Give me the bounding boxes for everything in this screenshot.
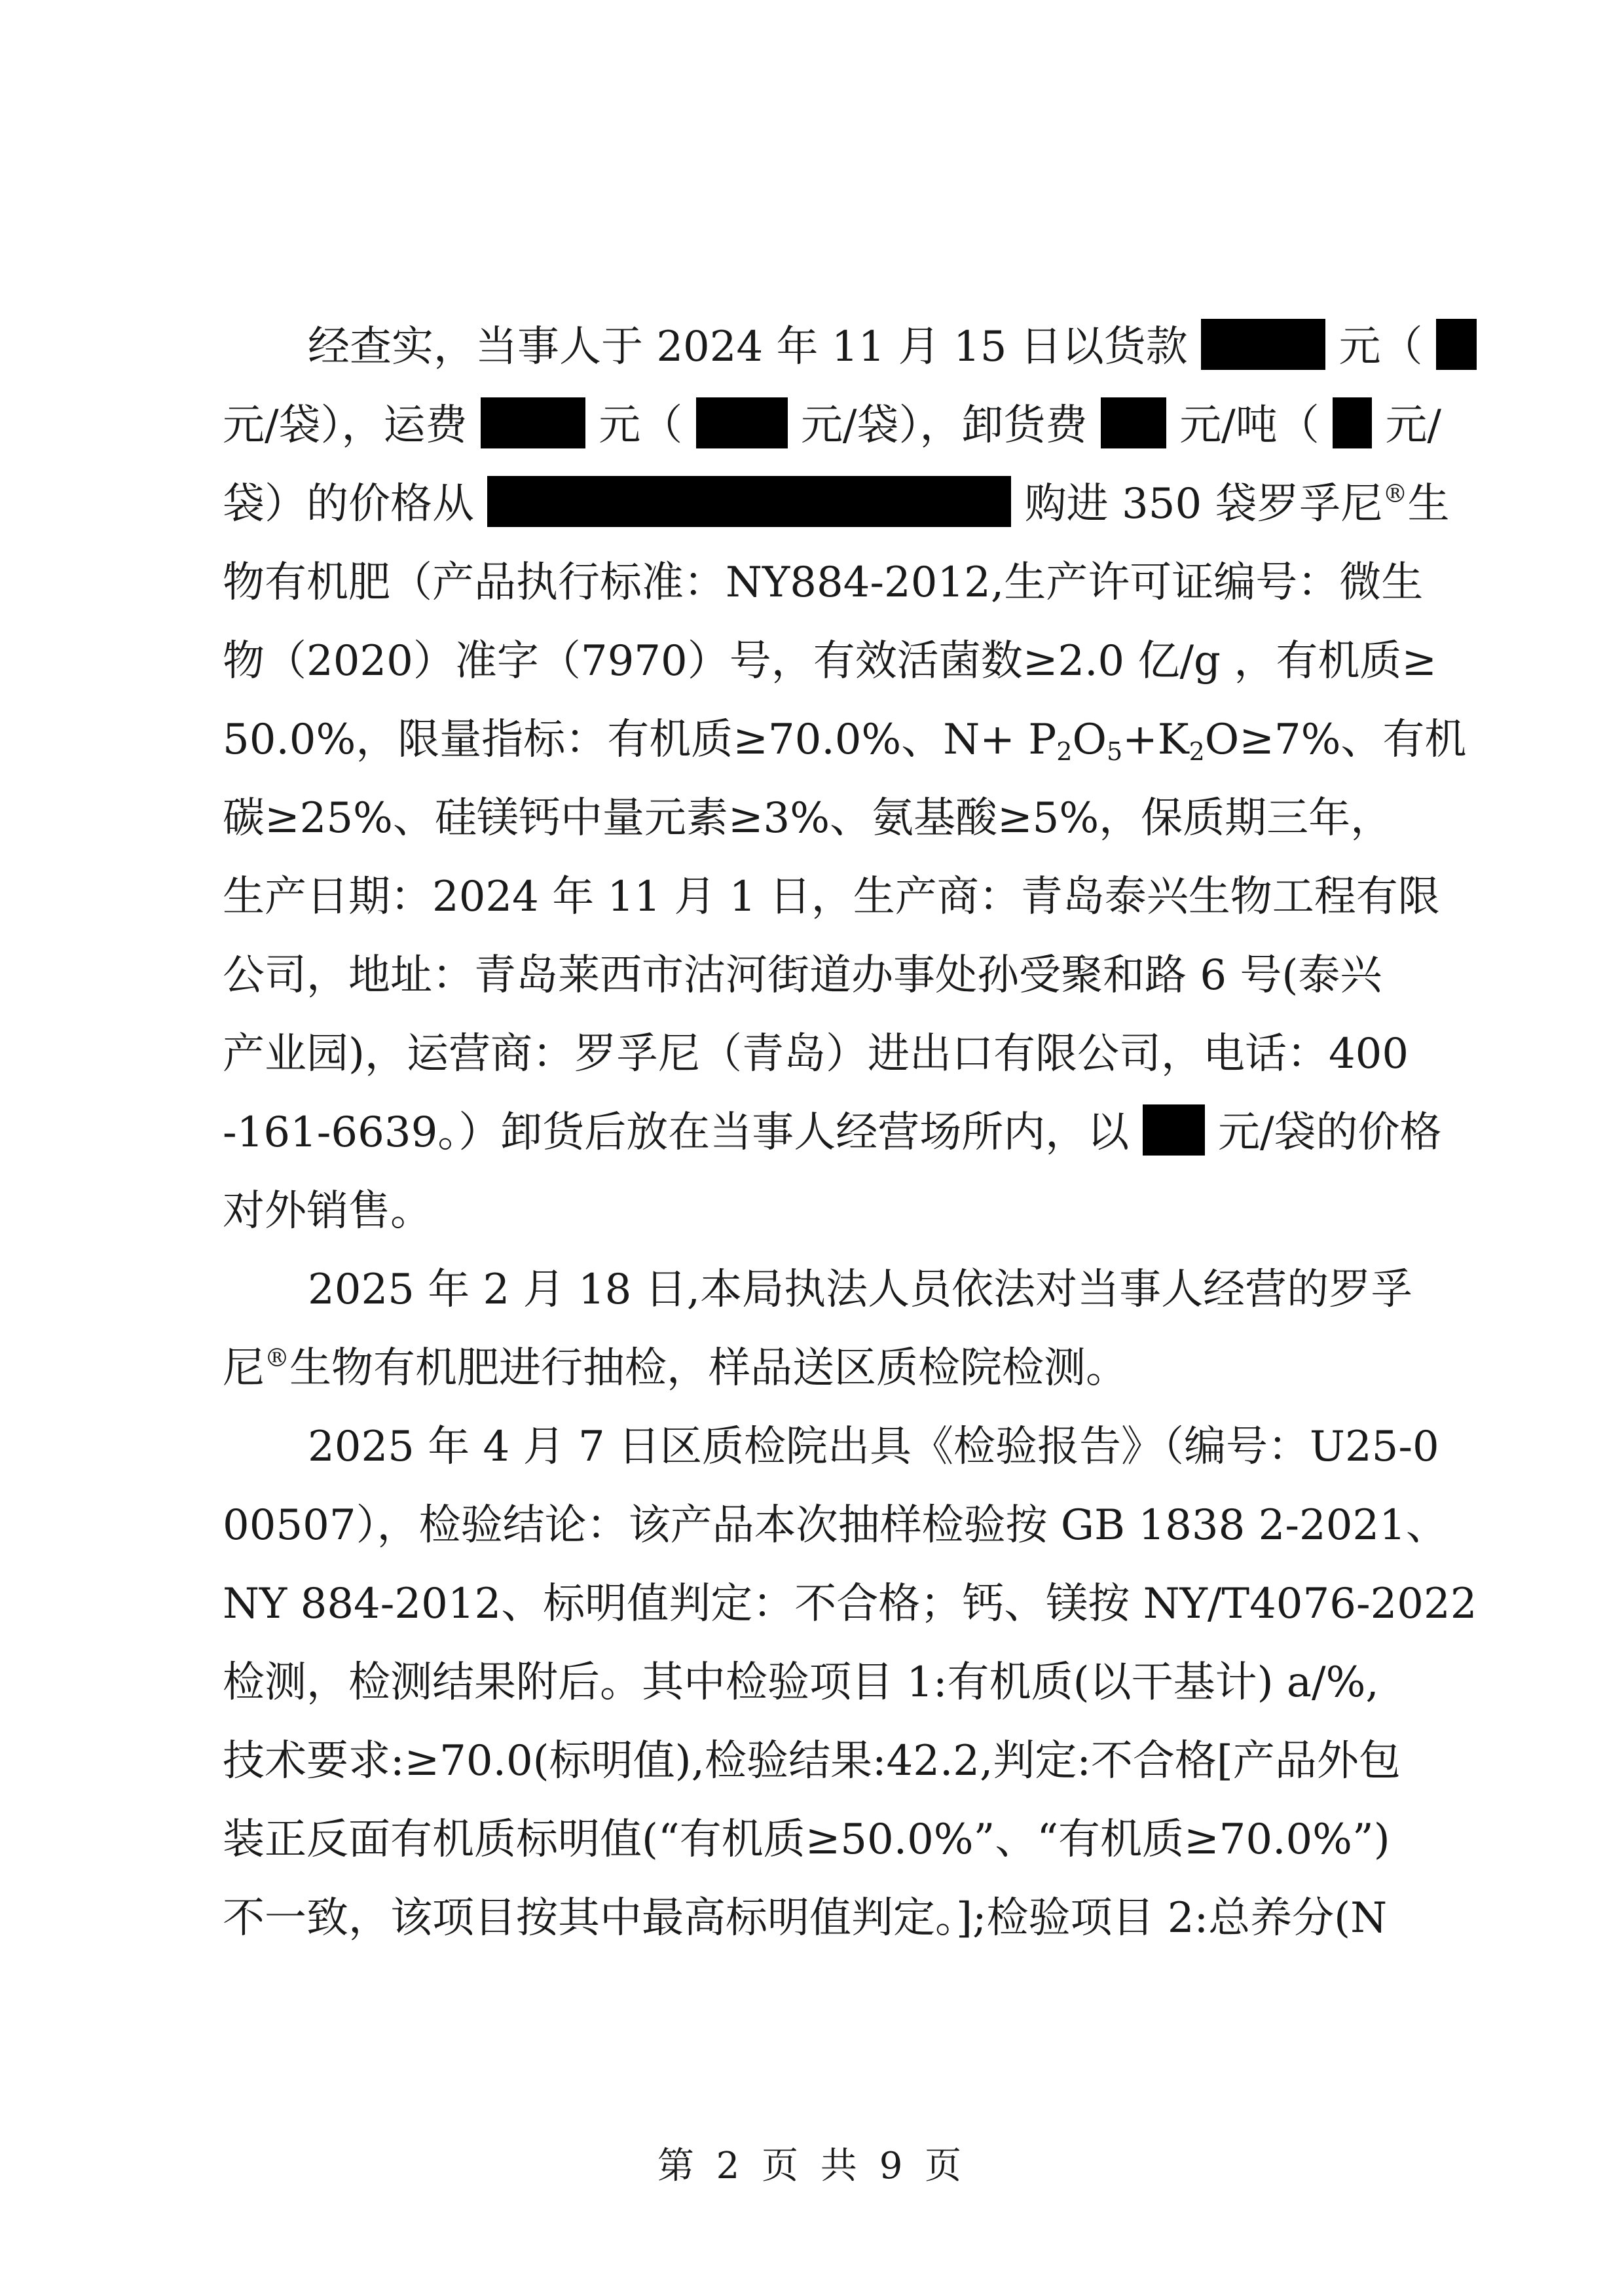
text-run: +K — [1122, 716, 1189, 764]
text-line — [223, 1800, 1421, 1879]
text-run: 公司，地址：青岛莱西市沽河街道办事处孙受聚和路 6 号(泰兴 — [223, 951, 1382, 1000]
redaction-block — [1436, 319, 1477, 370]
subscript: 5 — [1106, 737, 1123, 766]
text-run: 装正反面有机质标明值(“有机质≥50.0%”、“有机质≥70.0%”) — [223, 1815, 1390, 1864]
text-line — [223, 1486, 1448, 1565]
text-run: 产业园)，运营商：罗孚尼（青岛）进出口有限公司，电话：400 — [223, 1030, 1409, 1078]
redaction-block — [1101, 397, 1166, 448]
text-run: O — [1072, 716, 1107, 764]
text-run: 生产日期：2024 年 11 月 1 日，生产商：青岛泰兴生物工程有限 — [223, 873, 1440, 921]
text-line — [223, 1329, 1421, 1408]
text-run: 00507），检验结论：该产品本次抽样检验按 GB 1838 2-2021、 — [223, 1501, 1448, 1550]
registered-mark: ® — [1382, 479, 1408, 508]
text-run: 袋）的价格从 — [223, 480, 474, 528]
text-line — [223, 1722, 1421, 1800]
text-line — [223, 1565, 1477, 1643]
text-run: 购进 350 袋罗孚尼 — [1024, 480, 1383, 528]
redaction-block — [1201, 319, 1325, 370]
text-run: 物（2020）准字（7970）号，有效活菌数≥2.0 亿/g ，有机质≥ — [223, 637, 1437, 685]
registered-mark: ® — [265, 1343, 289, 1372]
text-run: O≥7%、有机 — [1204, 716, 1467, 764]
text-line — [223, 1250, 1421, 1329]
text-run: 技术要求:≥70.0(标明值),检验结果:42.2,判定:不合格[产品外包 — [223, 1737, 1401, 1785]
text-run: 元（ — [1338, 323, 1423, 371]
text-line — [223, 1643, 1421, 1722]
text-line — [223, 1015, 1421, 1093]
text-run: 生物有机肥进行抽检，样品送区质检院检测。 — [289, 1344, 1128, 1393]
text-line — [223, 1408, 1439, 1486]
text-line — [223, 308, 1421, 386]
redaction-block — [487, 476, 1011, 527]
text-run: 元/袋），运费 — [223, 401, 468, 450]
subscript: 2 — [1189, 737, 1205, 766]
text-run: 物有机肥（产品执行标准：NY884-2012,生产许可证编号：微生 — [223, 558, 1424, 607]
text-line — [223, 779, 1421, 858]
text-run: 元/ — [1385, 401, 1441, 450]
text-run: 元/袋），卸货费 — [800, 401, 1088, 450]
page-number-footer: 第 2 页 共 9 页 — [657, 2145, 967, 2187]
text-run: 元/袋的价格 — [1217, 1108, 1442, 1157]
text-run: 尼 — [223, 1344, 265, 1393]
text-line — [223, 465, 1450, 543]
document-body — [223, 308, 1477, 1958]
text-run: 元/吨（ — [1179, 401, 1320, 450]
text-line — [223, 1879, 1421, 1958]
redaction-block — [1333, 397, 1372, 448]
text-run: 对外销售。 — [223, 1187, 432, 1235]
subscript: 2 — [1056, 737, 1073, 766]
text-run: 2025 年 2 月 18 日,本局执法人员依法对当事人经营的罗孚 — [308, 1266, 1413, 1314]
text-run: 生 — [1407, 480, 1450, 528]
text-run: NY 884-2012、标明值判定：不合格；钙、镁按 NY/T4076-2022 — [223, 1580, 1477, 1628]
text-run: 50.0%，限量指标：有机质≥70.0%、N+ P — [223, 716, 1057, 764]
text-run: 不一致，该项目按其中最高标明值判定。];检验项目 2:总养分(N — [223, 1894, 1388, 1942]
text-line — [223, 936, 1421, 1015]
redaction-block — [696, 397, 788, 448]
text-run: 元（ — [599, 401, 683, 450]
text-line — [223, 543, 1424, 622]
text-run: 经查实，当事人于 2024 年 11 月 15 日以货款 — [308, 323, 1188, 371]
redaction-block — [481, 397, 585, 448]
text-line — [223, 858, 1440, 936]
text-run: 碳≥25%、硅镁钙中量元素≥3%、氨基酸≥5%，保质期三年， — [223, 794, 1393, 843]
text-line — [223, 1093, 1442, 1172]
text-line — [223, 1172, 1421, 1250]
text-line — [223, 622, 1437, 701]
text-line — [223, 386, 1441, 465]
text-line — [223, 701, 1467, 779]
redaction-block — [1143, 1104, 1205, 1156]
text-run: 2025 年 4 月 7 日区质检院出具《检验报告》（编号：U25-0 — [308, 1423, 1439, 1471]
text-run: 检测，检测结果附后。其中检验项目 1:有机质(以干基计) a/%, — [223, 1658, 1379, 1707]
text-run: -161-6639。）卸货后放在当事人经营场所内，以 — [223, 1108, 1130, 1157]
